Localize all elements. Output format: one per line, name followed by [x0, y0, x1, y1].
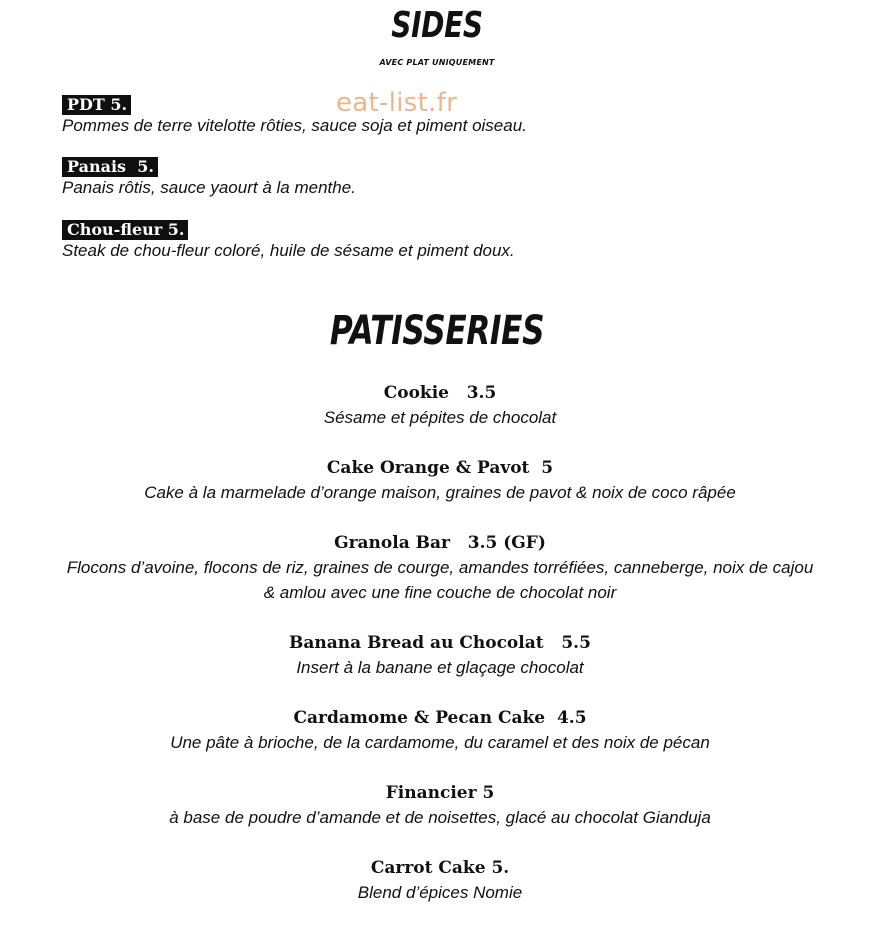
pastry-description: Flocons d’avoine, flocons de riz, graines de courge, amandes torréfiées, canneberge, noix de cajou & amlou avec une fine couche de chocolat noir: [66, 558, 814, 602]
pastry-name: Financier 5: [385, 783, 495, 803]
side-item-label: PDT 5.: [62, 95, 131, 115]
pastry-item: [40, 381, 840, 430]
pastry-description: Sésame et pépites de chocolat: [323, 408, 557, 427]
pastry-description: Insert à la banane et glaçage chocolat: [296, 658, 584, 677]
side-item: [62, 220, 515, 262]
pastry-description: à base de poudre d’amande et de noisettes, glacé au chocolat Gianduja: [169, 808, 711, 827]
watermark: eat-list.fr: [336, 88, 458, 118]
sides-subtitle: AVEC PLAT UNIQUEMENT: [379, 58, 495, 67]
patisseries-title: PATISSERIES: [329, 308, 545, 354]
pastry-item: [40, 456, 840, 505]
pastry-description: Une pâte à brioche, de la cardamome, du caramel et des noix de pécan: [170, 733, 710, 752]
pastry-name: Granola Bar 3.5 (GF): [334, 533, 546, 553]
pastry-name: Cardamome & Pecan Cake 4.5: [293, 708, 587, 728]
side-item-description: Panais rôtis, sauce yaourt à la menthe.: [62, 178, 356, 197]
pastry-name: Cake Orange & Pavot 5: [326, 458, 554, 478]
pastry-name: Banana Bread au Chocolat 5.5: [289, 633, 591, 653]
pastry-description: Cake à la marmelade d’orange maison, graines de pavot & noix de coco râpée: [144, 483, 736, 502]
side-item: [62, 157, 356, 199]
pastry-item: [40, 531, 840, 605]
side-item-description: Pommes de terre vitelotte rôties, sauce soja et piment oiseau.: [62, 116, 527, 135]
pastry-item: [40, 781, 840, 830]
pastry-item: [40, 856, 840, 905]
side-item-label: Chou-fleur 5.: [62, 220, 188, 240]
side-item-label: Panais 5.: [62, 157, 158, 177]
pastry-item: [40, 706, 840, 755]
side-item-description: Steak de chou-fleur coloré, huile de sésame et piment doux.: [62, 241, 515, 260]
pastry-description: Blend d’épices Nomie: [357, 883, 523, 902]
pastry-item: [40, 631, 840, 680]
sides-title: SIDES: [391, 5, 483, 46]
pastry-name: Cookie 3.5: [383, 383, 497, 403]
pastry-name: Carrot Cake 5.: [370, 858, 510, 878]
side-item: [62, 95, 527, 137]
